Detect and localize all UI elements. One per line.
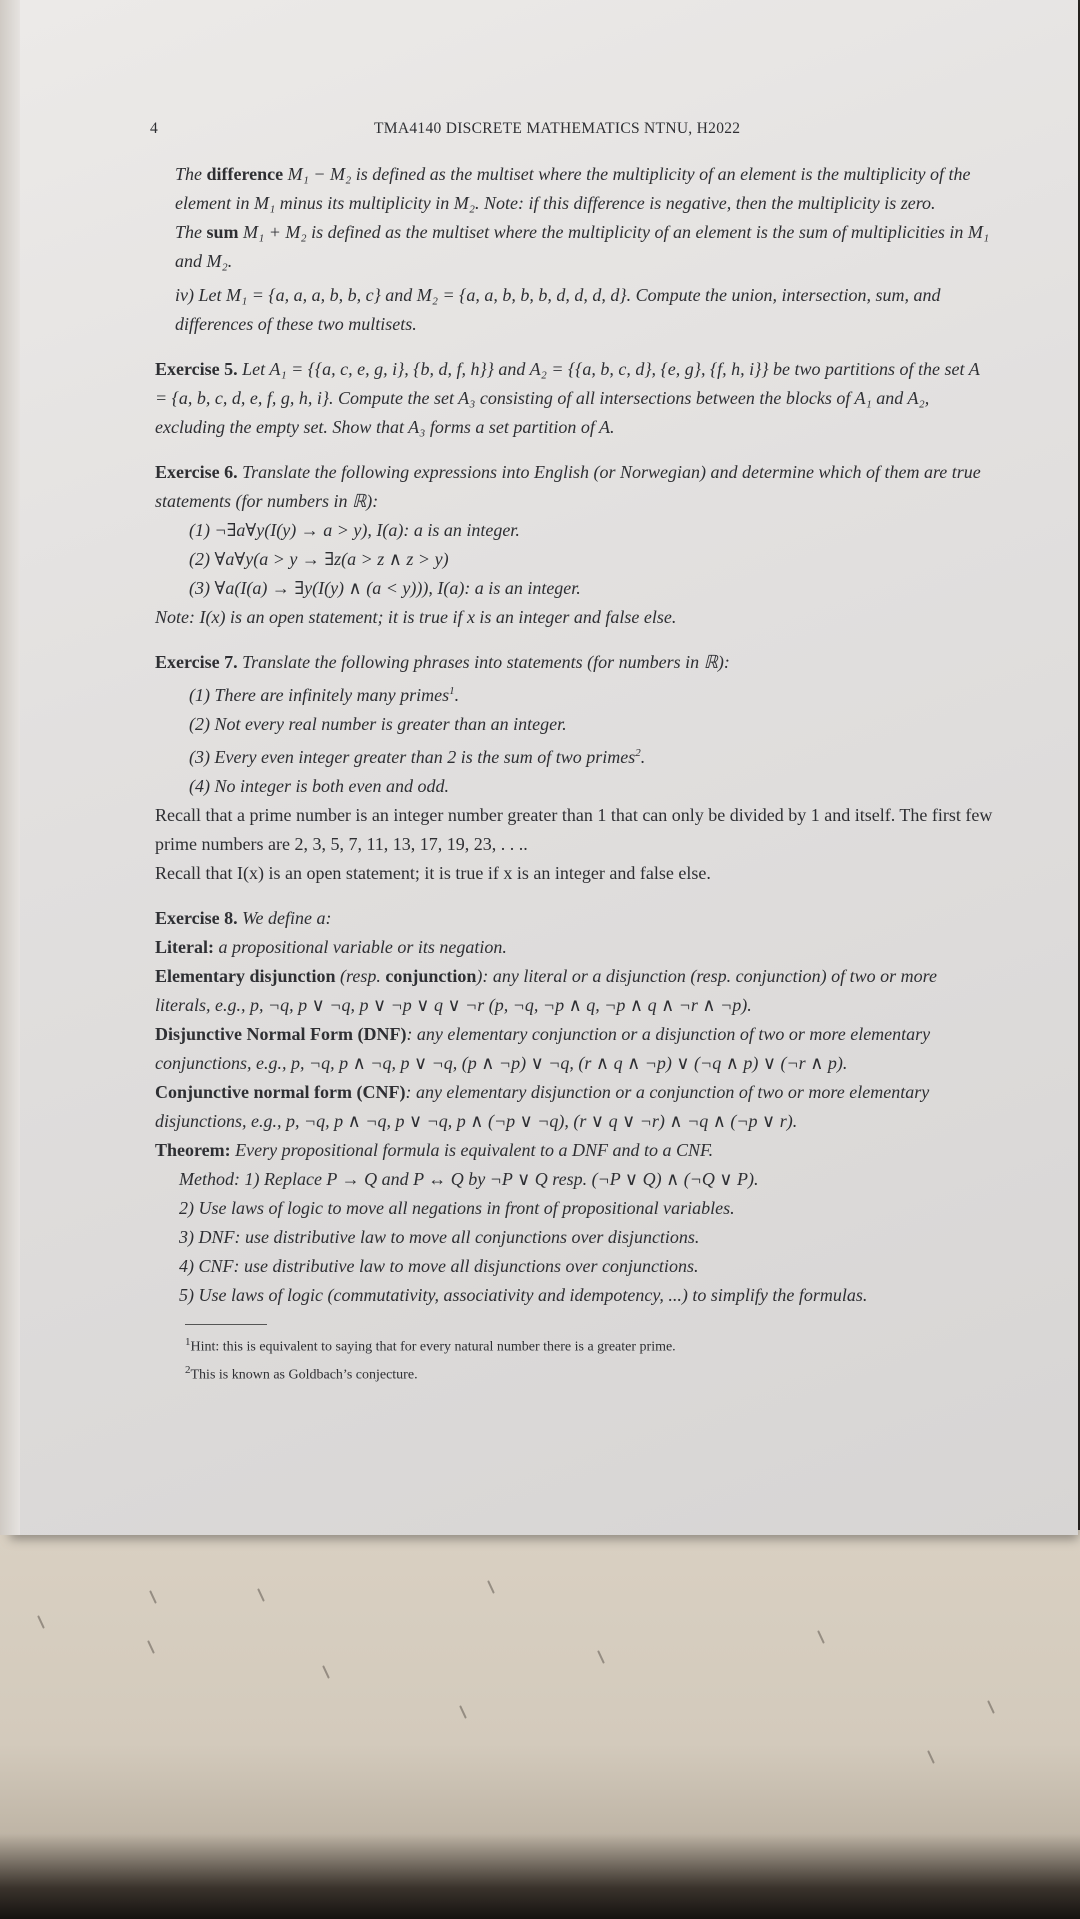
exercise-6-note: Note: I(x) is an open statement; it is true if x is an integer and false else. <box>155 607 677 627</box>
page-content <box>155 160 995 1386</box>
cnf-definition: Conjunctive normal form (CNF): any elementary disjunction or a conjunction of two or more elementary disjunctions, e.g., p, ¬q, p ∧ ¬q, p ∨ ¬q, p ∧ (¬p ∨ ¬q), (r ∨ q ∨ ¬r) ∧ ¬q ∧ (¬p ∨ r). <box>155 1082 930 1131</box>
dnf-definition: Disjunctive Normal Form (DNF): any elementary conjunction or a disjunction of two or more elementary conjunctions, e.g., p, ¬q, p ∧ ¬q, p ∨ ¬q, (p ∧ ¬p) ∨ ¬q, (r ∧ q ∧ ¬p) ∨ (¬q ∧ p) ∨ (¬r ∧ p). <box>155 1024 931 1073</box>
theorem: Theorem: Every propositional formula is equivalent to a DNF and to a CNF. <box>155 1140 714 1160</box>
exercise-7-recall-open-statement: Recall that I(x) is an open statement; it is true if x is an integer and false else. <box>155 863 711 883</box>
footnote-1: $^1$Hint: this is equivalent to saying that for every natural number there is a greater prime. <box>185 1336 676 1355</box>
list-item: (3) Every even integer greater than 2 is the sum of two primes$^2$. <box>189 747 646 767</box>
exercise-7: Exercise 7. Translate the following phrases into statements (for numbers in ℝ): <box>155 652 730 672</box>
list-item: (4) No integer is both even and odd. <box>189 776 449 796</box>
list-item: (2) Not every real number is greater than an integer. <box>189 714 567 734</box>
exercise-5-label: Exercise 5. <box>155 359 238 379</box>
literal-definition: Literal: a propositional variable or its negation. <box>155 937 507 957</box>
elementary-disjunction-definition: Elementary disjunction (resp. conjunction): any literal or a disjunction (resp. conjunction) of two or more literals, e.g., p, ¬q, p ∨ ¬q, p ∨ ¬p ∨ q ∨ ¬r (p, ¬q, ¬p ∧ q, ¬p ∧ q ∧ ¬r ∧ ¬p). <box>155 966 937 1015</box>
exercise-5: Exercise 5. Let A₁ = {{a, c, e, g, i}, {b, d, f, h}} and A₂ = {{a, b, c, d}, {e, g}, {f, h, i}} be two partitions of the set A = {a, b, c, d, e, f, g, h, i}. Compute the set A₃ consisting of all intersections between the blocks of A₁ and A₂, excluding the empty set. Show that A₃ forms a set partition of A. <box>155 359 980 437</box>
exercise-8: Exercise 8. We define a: <box>155 908 332 928</box>
method-step: 3) DNF: use distributive law to move all conjunctions over disjunctions. <box>179 1227 700 1247</box>
footnote-rule <box>185 1324 267 1325</box>
exercise-7-label: Exercise 7. <box>155 652 238 672</box>
exercise-7-recall-primes: Recall that a prime number is an integer number greater than 1 that can only be divided by 1 and itself. The first few prime numbers are 2, 3, 5, 7, 11, 13, 17, 19, 23, . . .. <box>155 805 993 854</box>
method-step: 2) Use laws of logic to move all negations in front of propositional variables. <box>179 1198 735 1218</box>
list-item: (2) ∀a∀y(a > y → ∃z(a > z ∧ z > y) <box>189 549 449 569</box>
sum-definition: The sum M₁ + M₂ is defined as the multiset where the multiplicity of an element is the sum of multiplicities in M₁ and M₂. <box>175 222 990 271</box>
page-header <box>140 120 990 144</box>
item-iv: iv) Let M₁ = {a, a, a, b, b, c} and M₂ = {a, a, b, b, b, d, d, d, d}. Compute the union, intersection, sum, and differences of these two multisets. <box>175 285 941 334</box>
page-number: 4 <box>150 120 159 137</box>
exercise-6: Exercise 6. Translate the following expressions into English (or Norwegian) and determine which of them are true statements (for numbers in ℝ): <box>155 462 981 511</box>
exercise-7-list <box>155 677 995 801</box>
method-step: 5) Use laws of logic (commutativity, associativity and idempotency, ...) to simplify the formulas. <box>179 1285 868 1305</box>
running-title: TMA4140 DISCRETE MATHEMATICS NTNU, H2022 <box>374 120 741 137</box>
list-item: (1) There are infinitely many primes$^1$. <box>189 685 460 705</box>
list-item: (3) ∀a(I(a) → ∃y(I(y) ∧ (a < y))), I(a): a is an integer. <box>189 578 581 598</box>
method-step-1: Method: 1) Replace P → Q and P ↔ Q by ¬P ∨ Q resp. (¬P ∨ Q) ∧ (¬Q ∨ P). <box>179 1169 759 1189</box>
difference-definition: The difference M₁ − M₂ is defined as the multiset where the multiplicity of an element is the multiplicity of the element in M₁ minus its multiplicity in M₂. Note: if this difference is negative, then the multiplicity is zero. <box>175 164 971 213</box>
method-step: 4) CNF: use distributive law to move all disjunctions over conjunctions. <box>179 1256 699 1276</box>
exercise-6-list <box>155 516 995 603</box>
method-steps <box>155 1194 995 1310</box>
footnote-2: $^2$This is known as Goldbach’s conjecture. <box>185 1363 418 1383</box>
desk-background <box>0 1530 1080 1919</box>
list-item: (1) ¬∃a∀y(I(y) → a > y), I(a): a is an integer. <box>189 520 520 540</box>
exercise-6-label: Exercise 6. <box>155 462 238 482</box>
exercise-8-label: Exercise 8. <box>155 908 238 928</box>
document-page <box>10 0 1078 1535</box>
